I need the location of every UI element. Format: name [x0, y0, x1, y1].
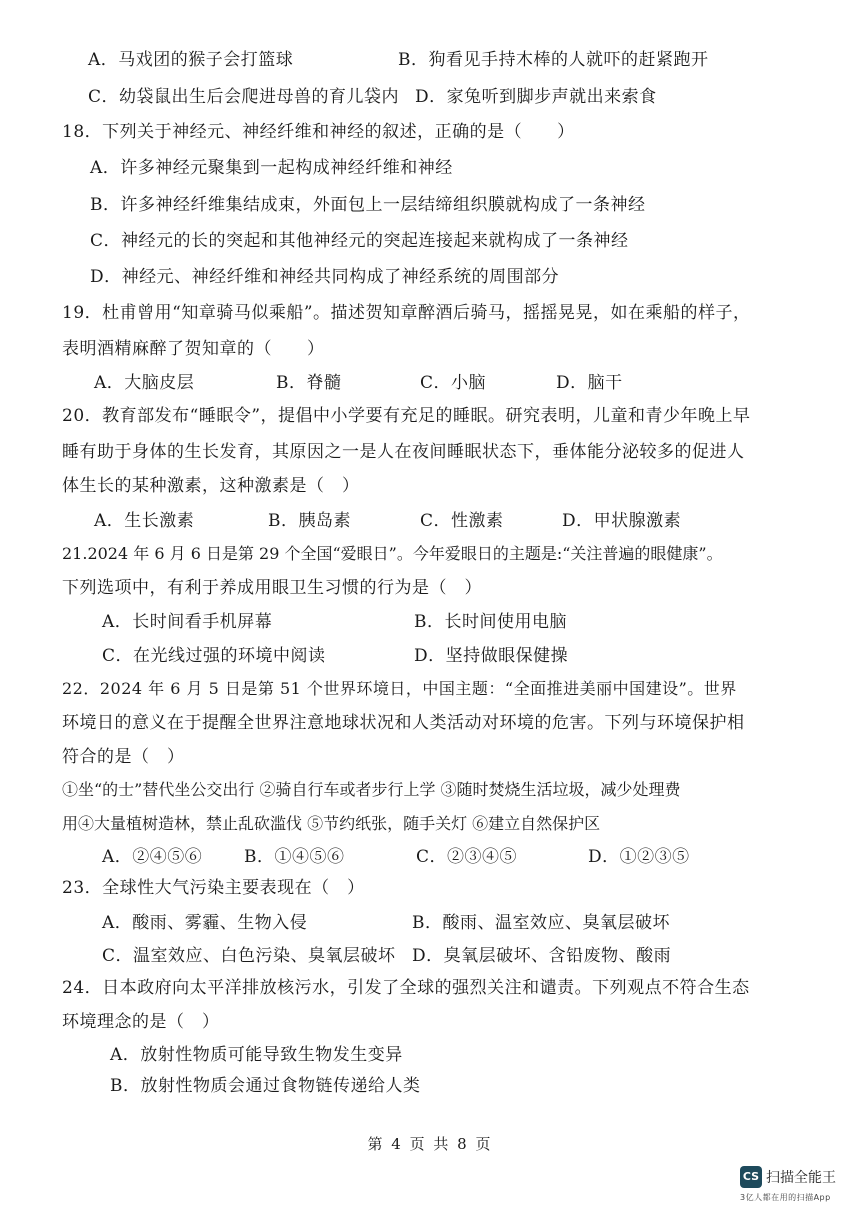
q17-option-c: C．幼袋鼠出生后会爬进母兽的育儿袋内 — [88, 87, 400, 107]
q19-option-b: B．脊髓 — [276, 373, 342, 393]
q17-option-b: B．狗看见手持木棒的人就吓的赶紧跑开 — [398, 50, 709, 70]
scanner-logo-icon: CS — [740, 1166, 762, 1188]
q20-option-c: C．性激素 — [420, 511, 504, 531]
q21-option-c: C．在光线过强的环境中阅读 — [102, 646, 326, 666]
q22-stem-line-3: 符合的是（ ） — [62, 747, 185, 767]
scanner-tagline: 3亿人都在用的扫描App — [740, 1193, 831, 1202]
page-number: 第 4 页 共 8 页 — [367, 1135, 493, 1153]
q23-option-b: B．酸雨、温室效应、臭氧层破坏 — [412, 913, 670, 933]
scanner-watermark — [740, 1166, 856, 1210]
q22-option-d: D．①②③⑤ — [588, 847, 690, 867]
q24-option-a: A．放射性物质可能导致生物发生变异 — [110, 1045, 403, 1065]
q23-option-c: C．温室效应、白色污染、臭氧层破坏 — [102, 946, 396, 966]
scanner-app-name: 扫描全能王 — [766, 1170, 836, 1186]
q20-option-a: A．生长激素 — [94, 511, 195, 531]
q18-option-c: C．神经元的长的突起和其他神经元的突起连接起来就构成了一条神经 — [90, 231, 629, 251]
q21-option-d: D．坚持做眼保健操 — [414, 646, 569, 666]
q19-option-d: D．脑干 — [556, 373, 623, 393]
q23-stem: 23．全球性大气污染主要表现在（ ） — [62, 878, 365, 898]
q19-stem-line-1: 19．杜甫曾用“知章骑马似乘船”。描述贺知章醉酒后骑马，摇摇晃晃，如在乘船的样子， — [62, 303, 751, 323]
q22-option-c: C．②③④⑤ — [416, 847, 518, 867]
q20-stem-line-3: 体生长的某种激素，这种激素是（ ） — [62, 476, 360, 496]
q22-option-b: B．①④⑤⑥ — [244, 847, 345, 867]
q24-option-b: B．放射性物质会通过食物链传递给人类 — [110, 1076, 421, 1096]
q18-option-a: A．许多神经元聚集到一起构成神经纤维和神经 — [90, 158, 453, 178]
q19-stem-line-2: 表明酒精麻醉了贺知章的（ ） — [62, 339, 325, 359]
q17-option-a: A．马戏团的猴子会打篮球 — [88, 50, 294, 70]
q22-stem-line-2: 环境日的意义在于提醒全世界注意地球状况和人类活动对环境的危害。下列与环境保护相 — [62, 713, 745, 733]
q22-statements-line-1: ①坐“的士”替代坐公交出行 ②骑自行车或者步行上学 ③随时焚烧生活垃圾，减少处理费 — [62, 780, 681, 799]
q19-option-a: A．大脑皮层 — [94, 373, 195, 393]
q21-stem-line-1: 21.2024 年 6 月 6 日是第 29 个全国“爱眼日”。今年爱眼日的主题是:“关注普遍的眼健康”。 — [62, 544, 723, 563]
q24-stem-line-1: 24．日本政府向太平洋排放核污水，引发了全球的强烈关注和谴责。下列观点不符合生态 — [62, 978, 750, 998]
q22-option-a: A．②④⑤⑥ — [102, 847, 203, 867]
q17-option-d: D．家兔听到脚步声就出来索食 — [415, 87, 657, 107]
q21-option-a: A．长时间看手机屏幕 — [102, 612, 273, 632]
q20-option-b: B．胰岛素 — [268, 511, 351, 531]
q24-stem-line-2: 环境理念的是（ ） — [62, 1012, 220, 1032]
q20-stem-line-1: 20．教育部发布“睡眠令”，提倡中小学要有充足的睡眠。研究表明，儿童和青少年晚上早 — [62, 406, 751, 426]
q20-stem-line-2: 睡有助于身体的生长发育，其原因之一是人在夜间睡眠状态下，垂体能分泌较多的促进人 — [62, 442, 745, 462]
q18-option-b: B．许多神经纤维集结成束，外面包上一层结缔组织膜就构成了一条神经 — [90, 195, 646, 215]
q18-option-d: D．神经元、神经纤维和神经共同构成了神经系统的周围部分 — [90, 267, 560, 287]
q20-option-d: D．甲状腺激素 — [562, 511, 682, 531]
q22-stem-line-1: 22．2024 年 6 月 5 日是第 51 个世界环境日，中国主题：“全面推进美丽中国建设”。世界 — [62, 679, 737, 698]
q21-option-b: B．长时间使用电脑 — [414, 612, 567, 632]
q21-stem-line-2: 下列选项中，有利于养成用眼卫生习惯的行为是（ ） — [62, 578, 482, 598]
q23-option-a: A．酸雨、雾霾、生物入侵 — [102, 913, 308, 933]
q22-statements-line-2: 用④大量植树造林，禁止乱砍滥伐 ⑤节约纸张，随手关灯 ⑥建立自然保护区 — [62, 814, 601, 833]
q19-option-c: C．小脑 — [420, 373, 487, 393]
q18-stem: 18．下列关于神经元、神经纤维和神经的叙述，正确的是（ ） — [62, 122, 575, 142]
q23-option-d: D．臭氧层破坏、含铅废物、酸雨 — [412, 946, 672, 966]
